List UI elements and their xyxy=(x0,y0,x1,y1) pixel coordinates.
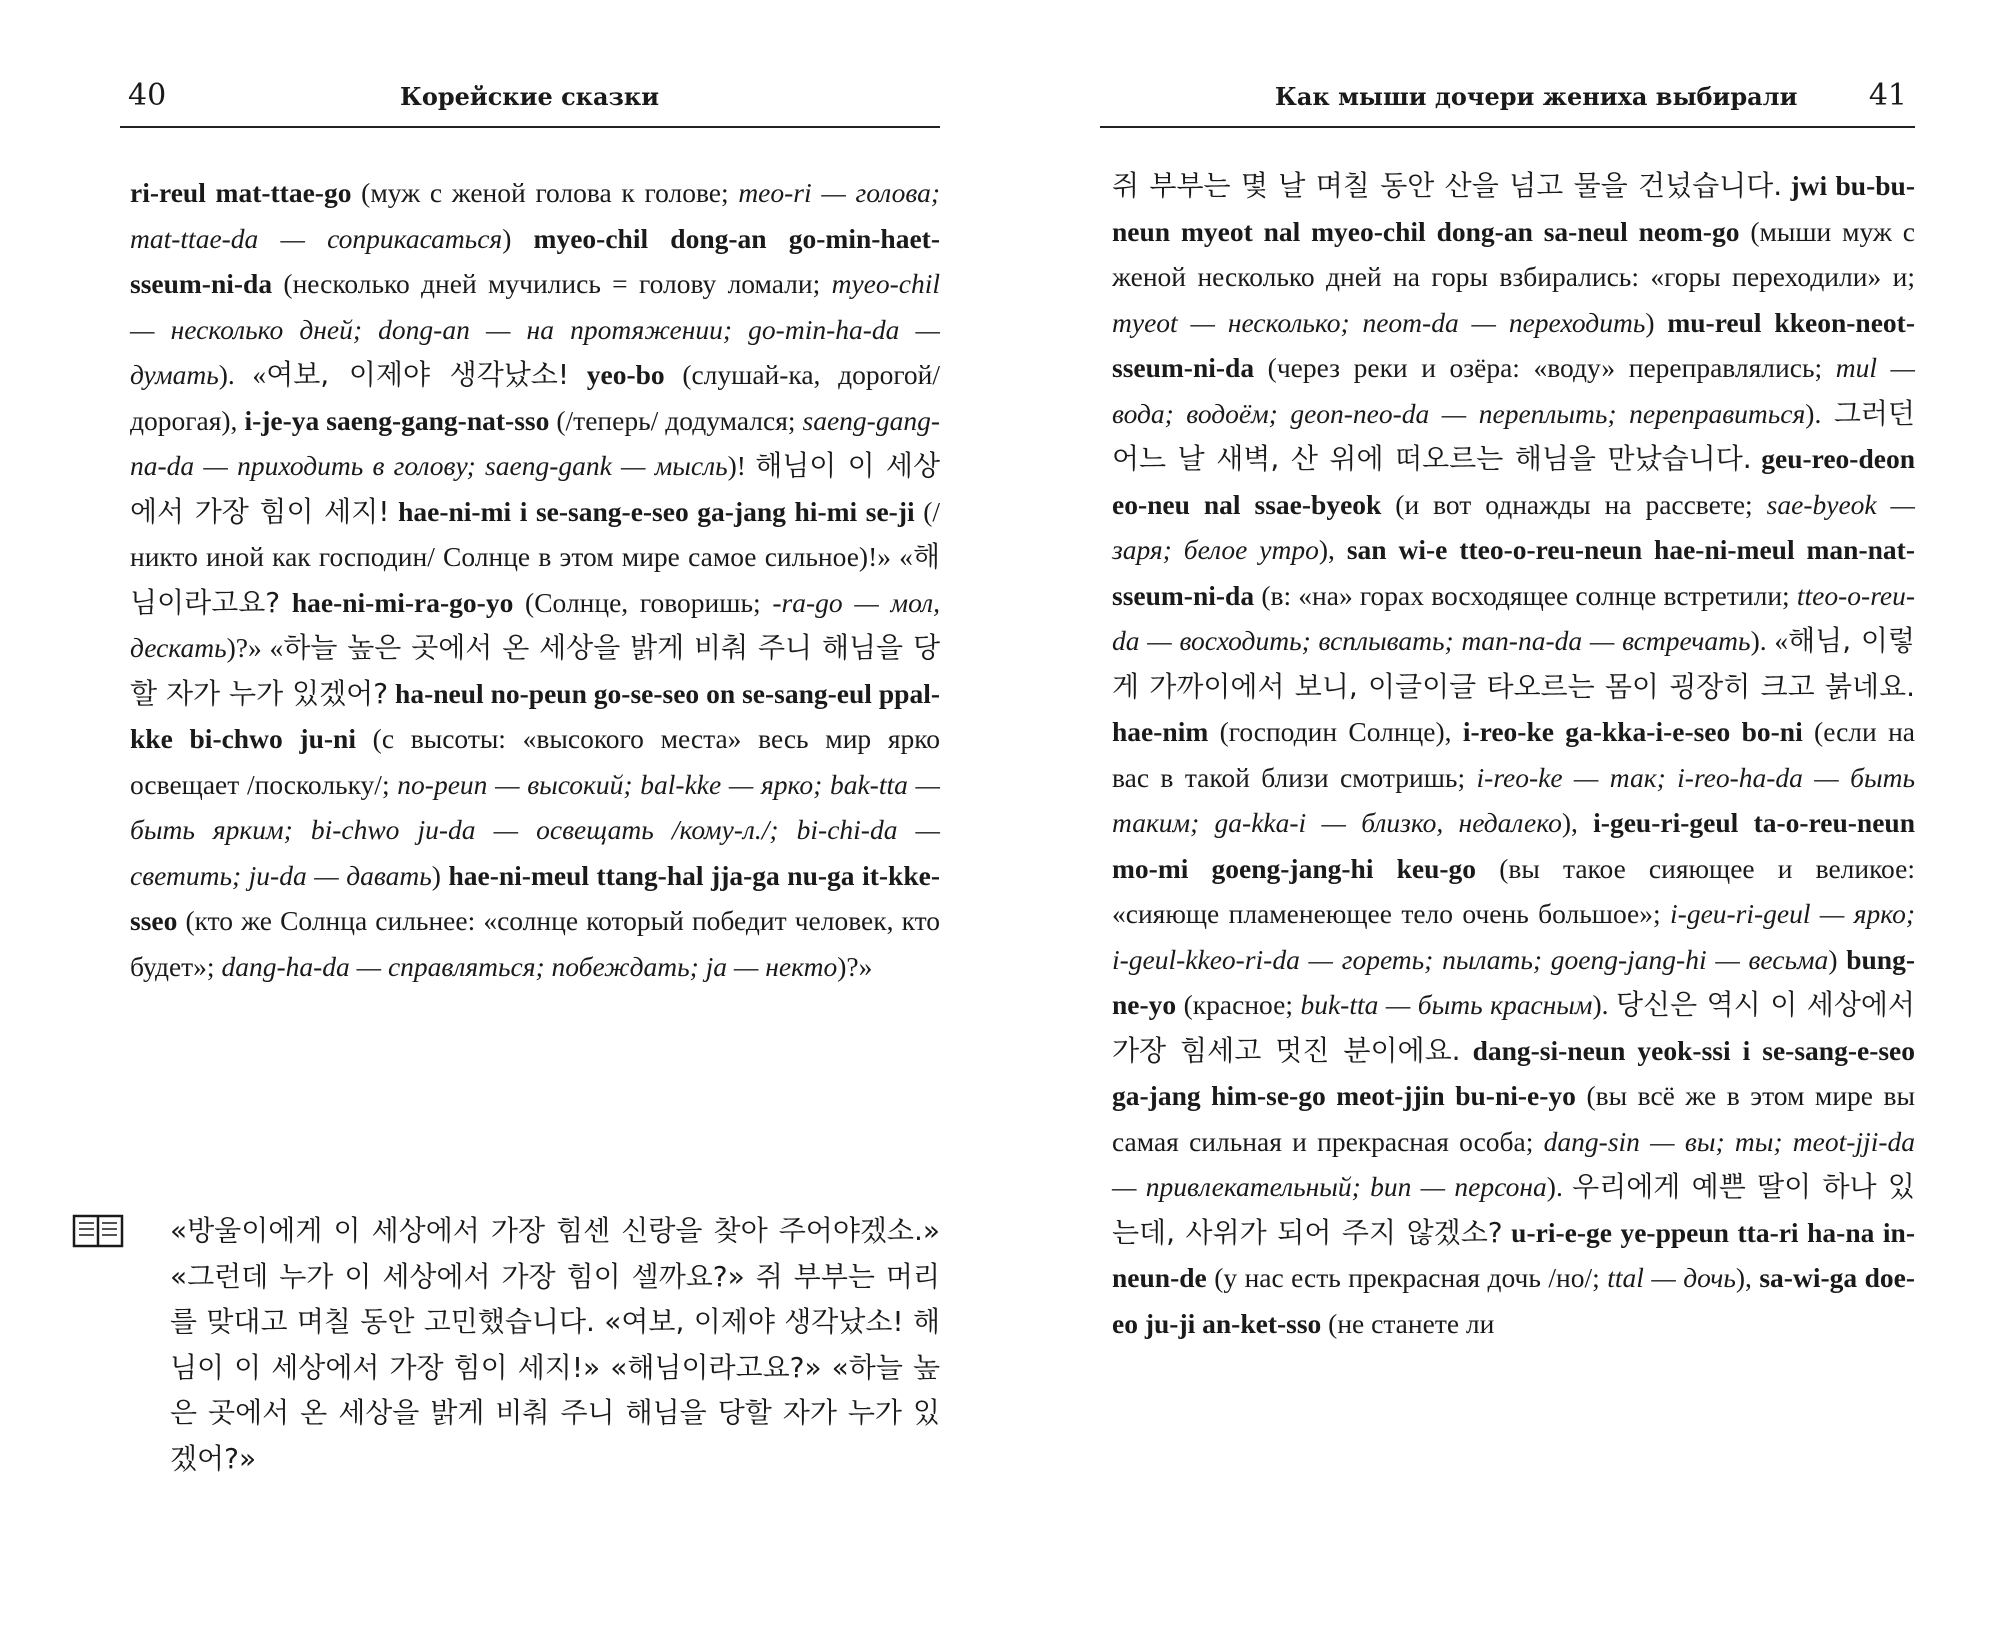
romanization: yeo-bo xyxy=(586,359,665,390)
romanization: jwi bu-bu-neun myeot nal myeo-chil dong-an sa-neul neom-go xyxy=(1112,170,1916,247)
translation: (слушай-ка, дорогой/дорогая), xyxy=(130,359,941,436)
romanization: bung-ne-yo xyxy=(1112,943,1915,1020)
romanization: hae-ni-meul ttang-hal jja-ga nu-ga it-kke-sseo xyxy=(130,859,940,936)
gloss: myeo-chil — несколько дней; dong-an — на протяжении; go-min-ha-da — думать xyxy=(130,268,940,390)
translation xyxy=(569,359,587,390)
translation: (кто же Солнца сильнее: «солнце который победит человек, кто будет»; xyxy=(130,905,940,982)
open-book-icon xyxy=(72,1213,124,1249)
romanization: san wi-e tteo-o-reu-neun hae-ni-meul man-nat-sseum-ni-da xyxy=(1112,534,1915,611)
translation: (не станете ли xyxy=(1321,1307,1495,1339)
translation: ). xyxy=(1546,1171,1573,1202)
gloss: no-peun — высокий; bal-kke — ярко; bak-tta — быть ярким; bi-chwo ju-da — освещать /кому-л./; bi-chi-da — светить; ju-da — давать xyxy=(130,768,940,891)
gloss: mul — вода; водоём; geon-neo-da — переплыть; переправиться xyxy=(1112,352,1915,429)
gloss: ttal — дочь xyxy=(1607,1262,1736,1293)
gloss: buk-tta — быть красным xyxy=(1300,989,1593,1020)
translation: ) xyxy=(502,222,534,254)
translation: (с высоты: «высокого места» весь мир ярко освещает /поскольку/; xyxy=(130,723,940,800)
translation: (господин Солнце), xyxy=(1208,716,1463,747)
translation: (/теперь/ додумался; xyxy=(549,404,803,436)
romanization: i-geu-ri-geul ta-o-reu-neun mo-mi goeng-jang-hi keu-go xyxy=(1112,807,1915,884)
gloss: dang-ha-da — справляться; побеждать; ja — некто xyxy=(221,950,838,982)
translation xyxy=(1503,1217,1512,1248)
gloss: meo-ri — голова; mat-ttae-da — соприкасаться xyxy=(130,177,941,254)
korean-text: 해님이라고요? xyxy=(130,540,940,619)
translation: (вы всё же в этом мире вы самая сильная и прекрасная особа; xyxy=(1112,1080,1915,1157)
romanization: i-reo-ke ga-kka-i-e-seo bo-ni xyxy=(1462,716,1803,747)
korean-text: 우리에게 예쁜 딸이 하나 있는데, 사위가 되어 주지 않겠소? xyxy=(1112,1170,1915,1249)
translation: (муж с женой голова к голове; xyxy=(351,177,739,208)
translation xyxy=(1752,443,1762,474)
translation xyxy=(388,678,395,709)
korean-text: 해님, 이렇게 가까이에서 보니, 이글이글 타오르는 몸이 굉장히 크고 붉네요. xyxy=(1112,624,1915,703)
gloss: saeng-gang-na-da — приходить в голову; saeng-gank — мысль xyxy=(130,404,940,481)
running-title: Корейские сказки xyxy=(400,82,660,111)
gloss: -ra-go — мол, дескать xyxy=(130,586,941,663)
body-text xyxy=(130,170,940,989)
translation: (вы такое сияющее и великое: «сияюще пламенеющее тело очень большое»; xyxy=(1112,852,1915,929)
translation: (/никто иной как господин/ Солнце в этом мире самое сильное)!» « xyxy=(130,495,941,572)
korean-text: 그러던 어느 날 새벽, 산 위에 떠오르는 해님을 만났습니다. xyxy=(1112,396,1915,475)
korean-text: 해님이 이 세상에서 가장 힘이 세지! xyxy=(130,449,940,528)
romanization: geu-reo-deon eo-neu nal ssae-byeok xyxy=(1112,443,1916,520)
romanization: hae-ni-mi-ra-go-yo xyxy=(291,586,514,618)
translation: (несколько дней мучились = голову ломали; xyxy=(272,268,832,299)
korean-text: 당신은 역시 이 세상에서 가장 힘세고 멋진 분이에요. xyxy=(1112,988,1915,1067)
translation xyxy=(280,587,292,618)
translation: (у нас есть прекрасная дочь /но/; xyxy=(1206,1262,1608,1293)
translation xyxy=(389,496,398,527)
romanization: ri-reul mat-ttae-go xyxy=(130,177,352,208)
translation: )?» « xyxy=(226,632,284,663)
translation: )! xyxy=(727,450,756,481)
gloss: myeot — несколько; neom-da — переходить xyxy=(1112,306,1646,338)
translation: ), xyxy=(1561,807,1594,838)
translation: ) xyxy=(431,859,449,891)
romanization: dang-si-neun yeok-ssi i se-sang-e-seo ga-jang him-se-go meot-jjin bu-ni-e-yo xyxy=(1112,1034,1916,1111)
translation: (и вот однажды на рассвете; xyxy=(1381,488,1767,520)
page-number: 41 xyxy=(1868,78,1907,113)
romanization: u-ri-e-ge ye-ppeun tta-ri ha-na in-neun-de xyxy=(1112,1216,1915,1293)
translation: ) xyxy=(1828,943,1847,975)
translation xyxy=(1461,1035,1473,1066)
romanization: ha-neul no-peun go-se-seo on se-sang-eul ppal-kke bi-chwo ju-ni xyxy=(130,677,940,754)
gloss: dang-sin — вы; ты; meot-jji-da — привлекательный; bun — персона xyxy=(1112,1125,1915,1202)
translation: (через реки и озёра: «воду» переправлялись; xyxy=(1254,352,1836,383)
running-title: Как мыши дочери жениха выбирали xyxy=(1275,82,1798,111)
gloss: i-geu-ri-geul — ярко; i-geul-kkeo-ri-da — гореть; пылать; goeng-jang-hi — весьма xyxy=(1112,898,1916,975)
translation: (Солнце, говоришь; xyxy=(513,586,773,618)
translation: ) xyxy=(1645,306,1668,338)
translation: ). xyxy=(1805,397,1834,429)
romanization: i-je-ya saeng-gang-nat-sso xyxy=(244,404,550,436)
translation: (мыши муж с женой несколько дней на горы взбирались: «горы переходили» и; xyxy=(1112,215,1915,292)
translation: ), xyxy=(1735,1262,1760,1293)
body-text xyxy=(1112,163,1915,1346)
romanization: myeo-chil dong-an go-min-haet-sseum-ni-da xyxy=(130,222,940,299)
gloss: sae-byeok — заря; белое утро xyxy=(1112,488,1916,565)
left-page xyxy=(120,0,940,1640)
translation: ). « xyxy=(218,359,267,390)
romanization: mu-reul kkeon-neot-sseum-ni-da xyxy=(1112,306,1915,383)
translation: ). xyxy=(1592,989,1616,1020)
gloss: i-reo-ke — так; i-reo-ha-da — быть таким; ga-kka-i — близко, недалеко xyxy=(1112,761,1915,838)
translation: (в: «на» горах восходящее солнце встретили; xyxy=(1254,579,1797,611)
korean-text: 여보, 이제야 생각났소! xyxy=(266,358,570,391)
translation: (красное; xyxy=(1176,989,1301,1020)
right-page xyxy=(1100,0,1915,1640)
translation xyxy=(1782,170,1790,201)
page-number: 40 xyxy=(128,78,167,113)
reading-passage: «방울이에게 이 세상에서 가장 힘센 신랑을 찾아 주어야겠소.» «그런데 누가 이 세상에서 가장 힘이 셀까요?» 쥐 부부는 머리를 맞대고 며칠 동안 고민했습니다. «여보, 이제야 생각났소! 해님이 이 세상에서 가장 힘이 세지!» «해님이라고요?» «하늘 높은 곳에서 온 세상을 밝게 비춰 주니 해님을 당할 자가 누가 있겠어?» xyxy=(170,1214,940,1475)
korean-text: 하늘 높은 곳에서 온 세상을 밝게 비춰 주니 해님을 당할 자가 누가 있겠어? xyxy=(130,631,940,710)
translation: (если на вас в такой близи смотришь; xyxy=(1112,716,1915,793)
romanization: sa-wi-ga doe-eo ju-ji an-ket-sso xyxy=(1112,1262,1915,1339)
page-header xyxy=(120,78,940,128)
gloss: tteo-o-reu-da — восходить; всплывать; man-na-da — встречать xyxy=(1112,579,1915,656)
romanization: hae-ni-mi i se-sang-e-seo ga-jang hi-mi se-ji xyxy=(398,495,915,527)
translation: ), xyxy=(1318,534,1347,565)
page-header xyxy=(1100,78,1915,128)
translation: )?» xyxy=(837,950,873,982)
translation: ). « xyxy=(1750,625,1789,656)
korean-text: 쥐 부부는 몇 날 며칠 동안 산을 넘고 물을 건넜습니다. xyxy=(1112,169,1783,202)
romanization: hae-nim xyxy=(1112,716,1209,747)
